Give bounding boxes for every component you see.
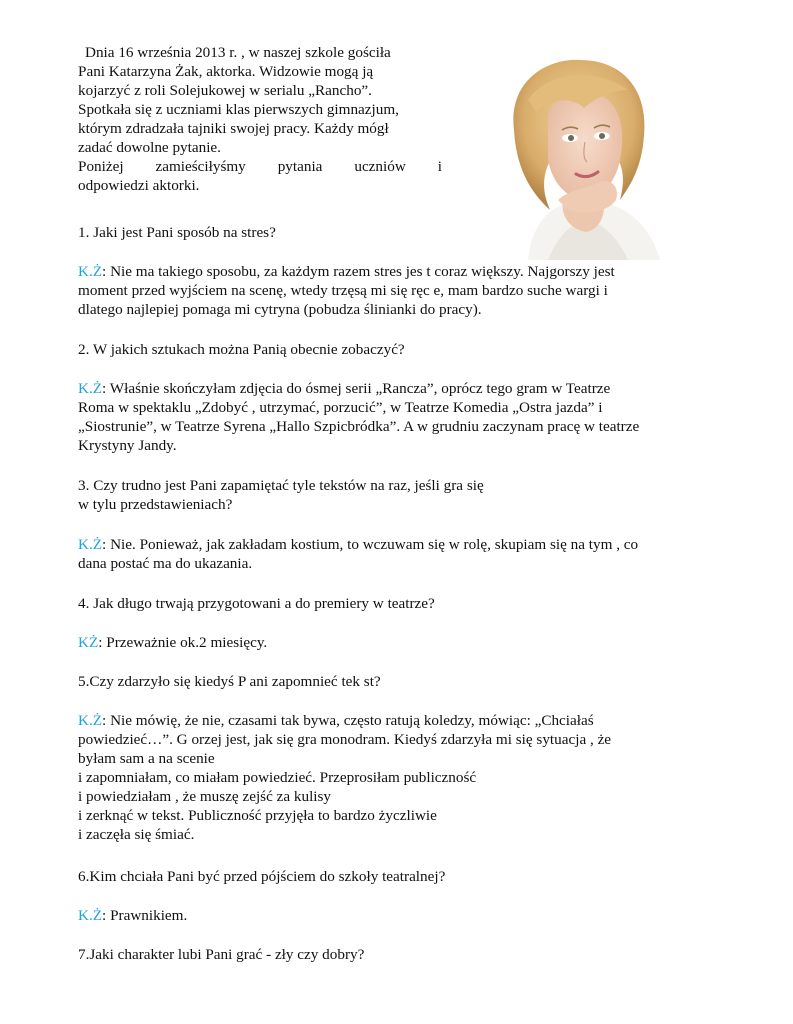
answer-5-line: i zerknąć w tekst. Publiczność przyjęła to bardzo życzliwie xyxy=(78,807,437,824)
answer-5-line: powiedzieć…”. G orzej jest, jak się gra monodram. Kiedyś zdarzyła mi się sytuacja , że xyxy=(78,731,612,748)
question-4: 4. Jak długo trwają przygotowani a do premiery w teatrze? xyxy=(78,595,435,612)
answer-5-line: i powiedziałam , że muszę zejść za kulisy xyxy=(78,788,332,805)
intro-line: Pani Katarzyna Żak, aktorka. Widzowie mogą ją xyxy=(78,63,374,80)
speaker-label: K.Ż xyxy=(78,263,103,280)
intro-line: Dnia 16 września 2013 r. , w naszej szkole gościła xyxy=(85,44,391,61)
answer-2-line: Roma w spektaklu „Zdobyć , utrzymać, porzucić”, w Teatrze Komedia „Ostra jazda” i xyxy=(78,399,603,416)
answer-5-line: byłam sam a na scenie xyxy=(78,750,215,767)
actress-photo xyxy=(488,50,684,260)
intro-word: uczniów xyxy=(354,158,406,175)
question-3: 3. Czy trudno jest Pani zapamiętać tyle tekstów na raz, jeśli gra się xyxy=(78,477,484,494)
intro-line: Spotkała się z uczniami klas pierwszych gimnazjum, xyxy=(78,101,399,118)
answer-3-line: dana postać ma do ukazania. xyxy=(78,555,253,572)
intro-line: odpowiedzi aktorki. xyxy=(78,177,200,194)
answer-2-line: Krystyny Jandy. xyxy=(78,437,177,454)
answer-6: K.Ż: Prawnikiem. xyxy=(78,907,188,924)
answer-1: K.Ż: Nie ma takiego sposobu, za każdym razem stres jes t coraz większy. Najgorszy jest xyxy=(78,263,615,280)
answer-5-line: i zaczęła się śmiać. xyxy=(78,826,195,843)
speaker-label: K.Ż xyxy=(78,380,103,397)
question-7: 7.Jaki charakter lubi Pani grać - zły czy dobry? xyxy=(78,946,365,963)
intro-line: zadać dowolne pytanie. xyxy=(78,139,221,156)
intro-line-justified xyxy=(78,157,442,176)
answer-5-line: i zapomniałam, co miałam powiedzieć. Przeprosiłam publiczność xyxy=(78,769,477,786)
answer-2: K.Ż: Właśnie skończyłam zdjęcia do ósmej serii „Rancza”, oprócz tego gram w Teatrze xyxy=(78,380,611,397)
answer-1-line: dlatego najlepiej pomaga mi cytryna (pobudza ślinianki do pracy). xyxy=(78,301,482,318)
speaker-label: K.Ż xyxy=(78,536,103,553)
answer-5: K.Ż: Nie mówię, że nie, czasami tak bywa, często ratują koledzy, mówiąc: „Chciałaś xyxy=(78,712,594,729)
answer-2-line: „Siostrunie”, w Teatrze Syrena „Hallo Szpicbródka”. A w grudniu zaczynam pracę w teatrze xyxy=(78,418,640,435)
question-5: 5.Czy zdarzyło się kiedyś P ani zapomnieć tek st? xyxy=(78,673,381,690)
intro-word: Poniżej xyxy=(78,158,124,175)
question-6: 6.Kim chciała Pani być przed pójściem do szkoły teatralnej? xyxy=(78,868,446,885)
question-1: 1. Jaki jest Pani sposób na stres? xyxy=(78,224,276,241)
intro-line: kojarzyć z roli Solejukowej w serialu „Rancho”. xyxy=(78,82,372,99)
intro-word: zamieściłyśmy xyxy=(155,158,246,175)
speaker-label: KŻ xyxy=(78,634,99,651)
answer-1-line: moment przed wyjściem na scenę, wtedy trzęsą mi się ręc e, mam bardzo suche wargi i xyxy=(78,282,608,299)
speaker-label: K.Ż xyxy=(78,907,103,924)
intro-word: i xyxy=(437,158,442,175)
intro-word: pytania xyxy=(277,158,323,175)
question-3-line: w tylu przedstawieniach? xyxy=(78,496,233,513)
speaker-label: K.Ż xyxy=(78,712,103,729)
intro-line: którym zdradzała tajniki swojej pracy. Każdy mógł xyxy=(78,120,389,137)
answer-4: KŻ: Przeważnie ok.2 miesięcy. xyxy=(78,634,268,651)
answer-3: K.Ż: Nie. Ponieważ, jak zakładam kostium, to wczuwam się w rolę, skupiam się na tym , co xyxy=(78,536,639,553)
question-2: 2. W jakich sztukach można Panią obecnie zobaczyć? xyxy=(78,341,405,358)
